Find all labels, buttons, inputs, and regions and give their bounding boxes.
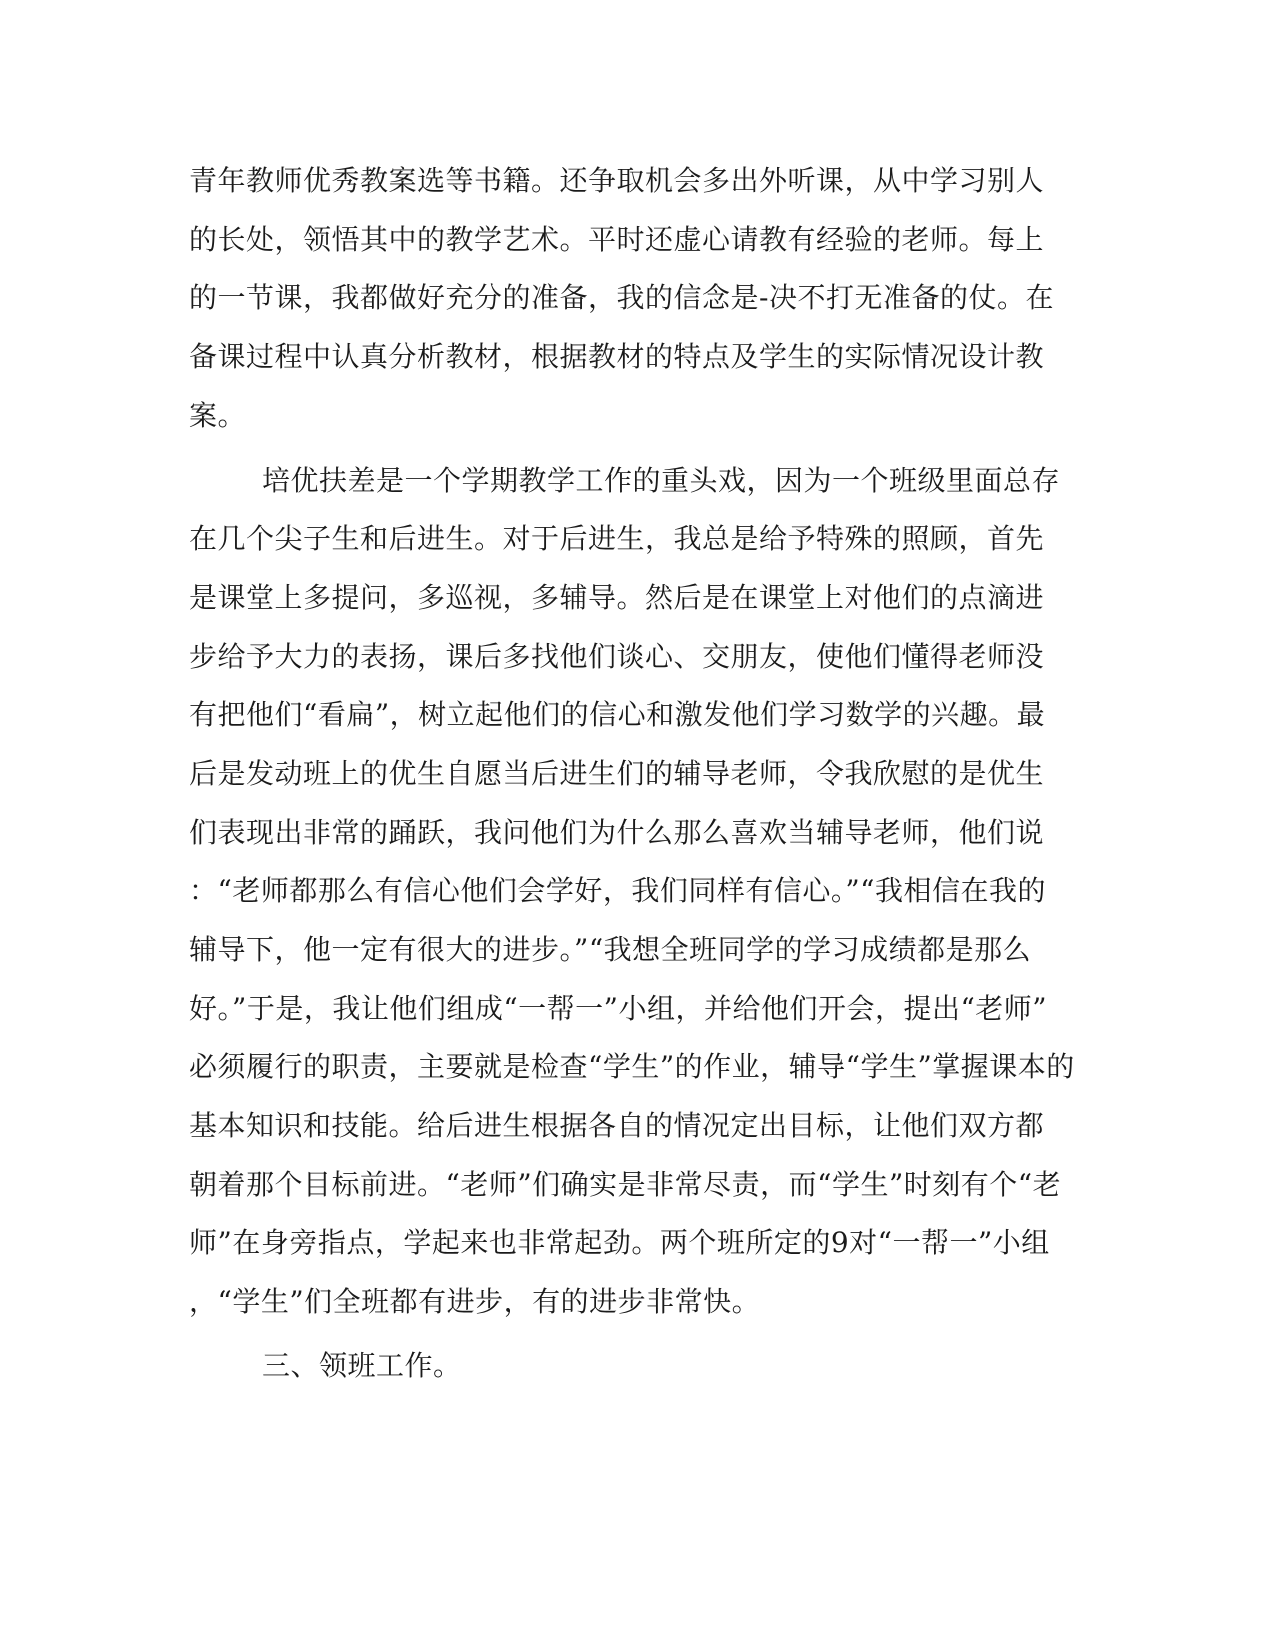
- paragraph-2-line-8: ：“老师都那么有信心他们会学好，我们同样有信心。”“我相信在我的: [189, 874, 1046, 907]
- paragraph-2-line-5: 有把他们“看扁”，树立起他们的信心和激发他们学习数学的兴趣。最: [189, 698, 1046, 731]
- paragraph-2-line-10: 好。”于是，我让他们组成“一帮一”小组，并给他们开会，提出“老师”: [189, 992, 1048, 1025]
- paragraph-2-line-12: 基本知识和技能。给后进生根据各自的情况定出目标，让他们双方都: [189, 1109, 1045, 1142]
- paragraph-2-line-14: 师”在身旁指点，学起来也非常起劲。两个班所定的9对“一帮一”小组: [189, 1226, 1050, 1259]
- paragraph-1-line-4: 备课过程中认真分析教材，根据教材的特点及学生的实际情况设计教: [189, 340, 1045, 373]
- paragraph-2-line-3: 是课堂上多提问，多巡视，多辅导。然后是在课堂上对他们的点滴进: [189, 581, 1045, 614]
- paragraph-2-line-4: 步给予大力的表扬，课后多找他们谈心、交朋友，使他们懂得老师没: [189, 640, 1045, 673]
- paragraph-2-line-1: 培优扶差是一个学期教学工作的重头戏，因为一个班级里面总存: [262, 464, 1061, 497]
- paragraph-1-line-1: 青年教师优秀教案选等书籍。还争取机会多出外听课，从中学习别人: [189, 164, 1045, 197]
- paragraph-2-line-9: 辅导下，他一定有很大的进步。”“我想全班同学的学习成绩都是那么: [189, 933, 1032, 966]
- paragraph-2-line-2: 在几个尖子生和后进生。对于后进生，我总是给予特殊的照顾，首先: [189, 522, 1045, 555]
- paragraph-2-line-11: 必须履行的职责，主要就是检查“学生”的作业，辅导“学生”掌握课本的: [189, 1050, 1075, 1083]
- paragraph-1-line-3: 的一节课，我都做好充分的准备，我的信念是-决不打无准备的仗。在: [189, 281, 1054, 314]
- paragraph-2-line-7: 们表现出非常的踊跃，我问他们为什么那么喜欢当辅导老师，他们说: [189, 816, 1045, 849]
- paragraph-2-line-13: 朝着那个目标前进。“老师”们确实是非常尽责，而“学生”时刻有个“老: [189, 1168, 1062, 1201]
- section-heading: 三、领班工作。: [262, 1349, 462, 1382]
- paragraph-2-line-6: 后是发动班上的优生自愿当后进生们的辅导老师，令我欣慰的是优生: [189, 757, 1045, 790]
- paragraph-1-line-2: 的长处，领悟其中的教学艺术。平时还虚心请教有经验的老师。每上: [189, 223, 1045, 256]
- paragraph-2-line-15: ，“学生”们全班都有进步，有的进步非常快。: [189, 1285, 761, 1318]
- paragraph-1-line-5: 案。: [189, 399, 247, 432]
